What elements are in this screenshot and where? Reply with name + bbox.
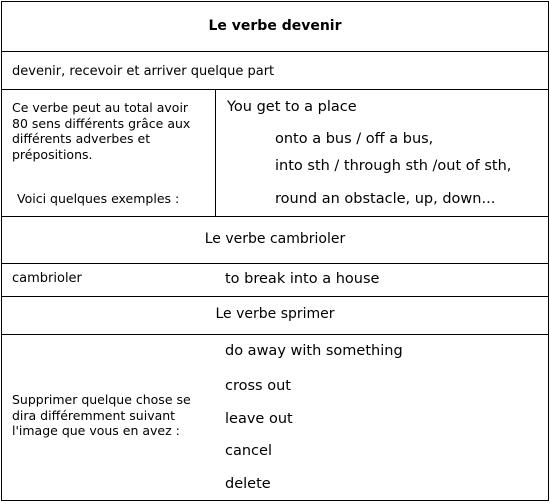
note-line: 80 sens différents grâce aux — [12, 115, 191, 131]
table-rule — [2, 296, 548, 297]
french-term: cambrioler — [12, 271, 82, 286]
column-divider — [215, 89, 216, 216]
synonym-item: cross out — [225, 378, 291, 394]
table-rule — [2, 334, 548, 335]
note-line: prépositions. — [12, 146, 93, 162]
note-line: l'image que vous en avez : — [12, 423, 180, 438]
note-devenir — [12, 100, 190, 162]
note-line: différents adverbes et — [12, 131, 151, 146]
note-line: Ce verbe peut au total avoir — [12, 100, 189, 115]
heading-cambrioler: Le verbe cambrioler — [204, 231, 346, 247]
table-rule — [2, 51, 548, 52]
synonym-item: cancel — [225, 443, 272, 459]
example-item: onto a bus / off a bus, — [275, 131, 434, 147]
table-rule — [2, 216, 548, 217]
note-line: Supprimer quelque chose se — [12, 392, 191, 407]
definition-devenir: devenir, recevoir et arriver quelque part — [12, 64, 275, 79]
table-rule — [2, 89, 548, 90]
note-line: dira différemment suivant — [12, 407, 176, 423]
heading-devenir: Le verbe devenir — [208, 18, 342, 34]
heading-sprimer: Le verbe sprimer — [215, 306, 335, 322]
english-translation: to break into a house — [225, 271, 380, 287]
example-item: into sth / through sth /out of sth, — [275, 158, 512, 174]
table-rule — [2, 263, 548, 264]
synonym-item: delete — [225, 476, 271, 492]
examples-label: Voici quelques exemples : — [17, 191, 180, 206]
vocabulary-table — [1, 1, 549, 501]
example-intro: You get to a place — [227, 99, 357, 115]
note-supprimer — [12, 392, 191, 439]
synonym-item: leave out — [225, 411, 293, 427]
synonym-item: do away with something — [225, 343, 403, 359]
example-item: round an obstacle, up, down... — [275, 191, 496, 207]
